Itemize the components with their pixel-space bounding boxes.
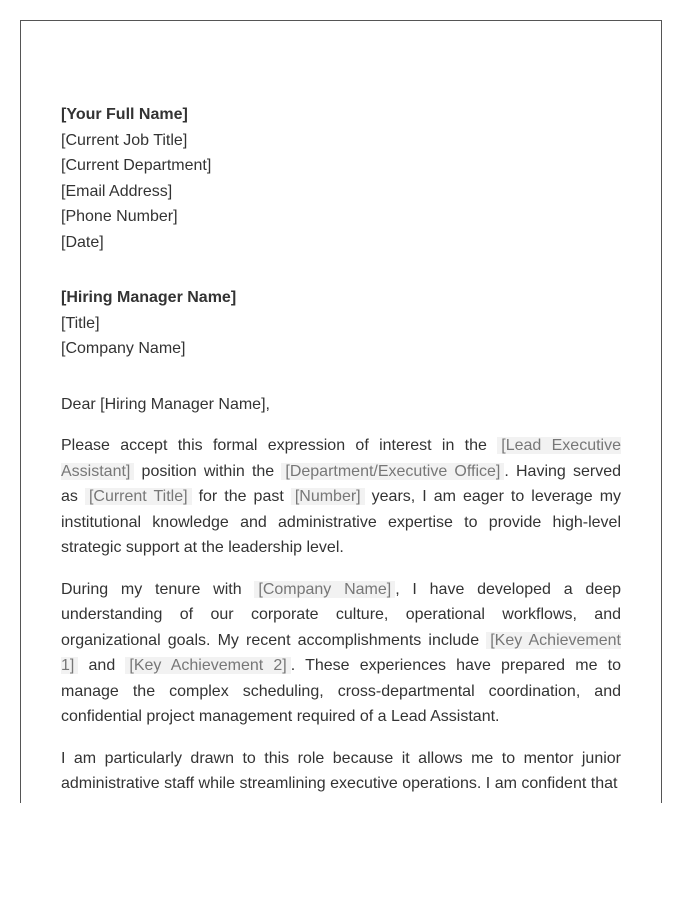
sender-department: [Current Department] (61, 157, 212, 174)
letter-page (20, 20, 662, 803)
placeholder-position: [Lead Executive Assistant] (61, 437, 621, 480)
text-segment: years, I am eager to leverage my institutional knowledge and administrative expertise to provide high-level strategic support at the leadership level. (61, 488, 622, 556)
sender-job-title: [Current Job Title] (61, 131, 188, 149)
placeholder-current-title: [Current Title] (85, 488, 192, 505)
placeholder-key-achievement-1: [Key Achievement 1] (61, 631, 621, 674)
salutation: Dear [Hiring Manager Name], (61, 395, 270, 413)
text-segment: and (78, 657, 126, 674)
sender-block (61, 102, 621, 255)
placeholder-number: [Number] (291, 488, 365, 505)
letter-content (61, 102, 621, 797)
paragraph-tenure (61, 577, 621, 730)
placeholder-department: [Department/Executive Office] (281, 463, 504, 480)
text-segment: , I have developed a deep understanding of our corporate culture, operational workflows, and organizational goals. My recent accomplishments include (61, 580, 621, 649)
text-segment: Please accept this formal expression of interest in the (61, 437, 498, 454)
placeholder-key-achievement-2: [Key Achievement 2] (125, 657, 290, 674)
placeholder-company-name: [Company Name] (254, 581, 395, 598)
text-segment: . Having served as (61, 462, 621, 505)
paragraph-interest (61, 433, 621, 561)
text-segment: position within the (134, 462, 282, 480)
recipient-title: [Title] (61, 314, 100, 332)
text-segment: . These experiences have prepared me to manage the complex scheduling, cross-departmental coordination, and confidential project management required of a Lead Assistant. (61, 657, 622, 725)
paragraph-motivation (61, 746, 621, 797)
sender-email: [Email Address] (61, 182, 173, 200)
letter-date: [Date] (61, 233, 104, 251)
recipient-name: [Hiring Manager Name] (61, 289, 237, 306)
spacer (61, 255, 621, 285)
text-segment: I am particularly drawn to this role because it allows me to mentor junior administrative staff while streamlining executive operations. I am confident that (61, 749, 621, 792)
sender-name: [Your Full Name] (61, 106, 188, 123)
recipient-block (61, 285, 621, 362)
text-segment: During my tenure with (61, 580, 255, 598)
sender-phone: [Phone Number] (61, 208, 178, 225)
text-segment: for the past (191, 488, 291, 505)
recipient-company: [Company Name] (61, 340, 186, 357)
